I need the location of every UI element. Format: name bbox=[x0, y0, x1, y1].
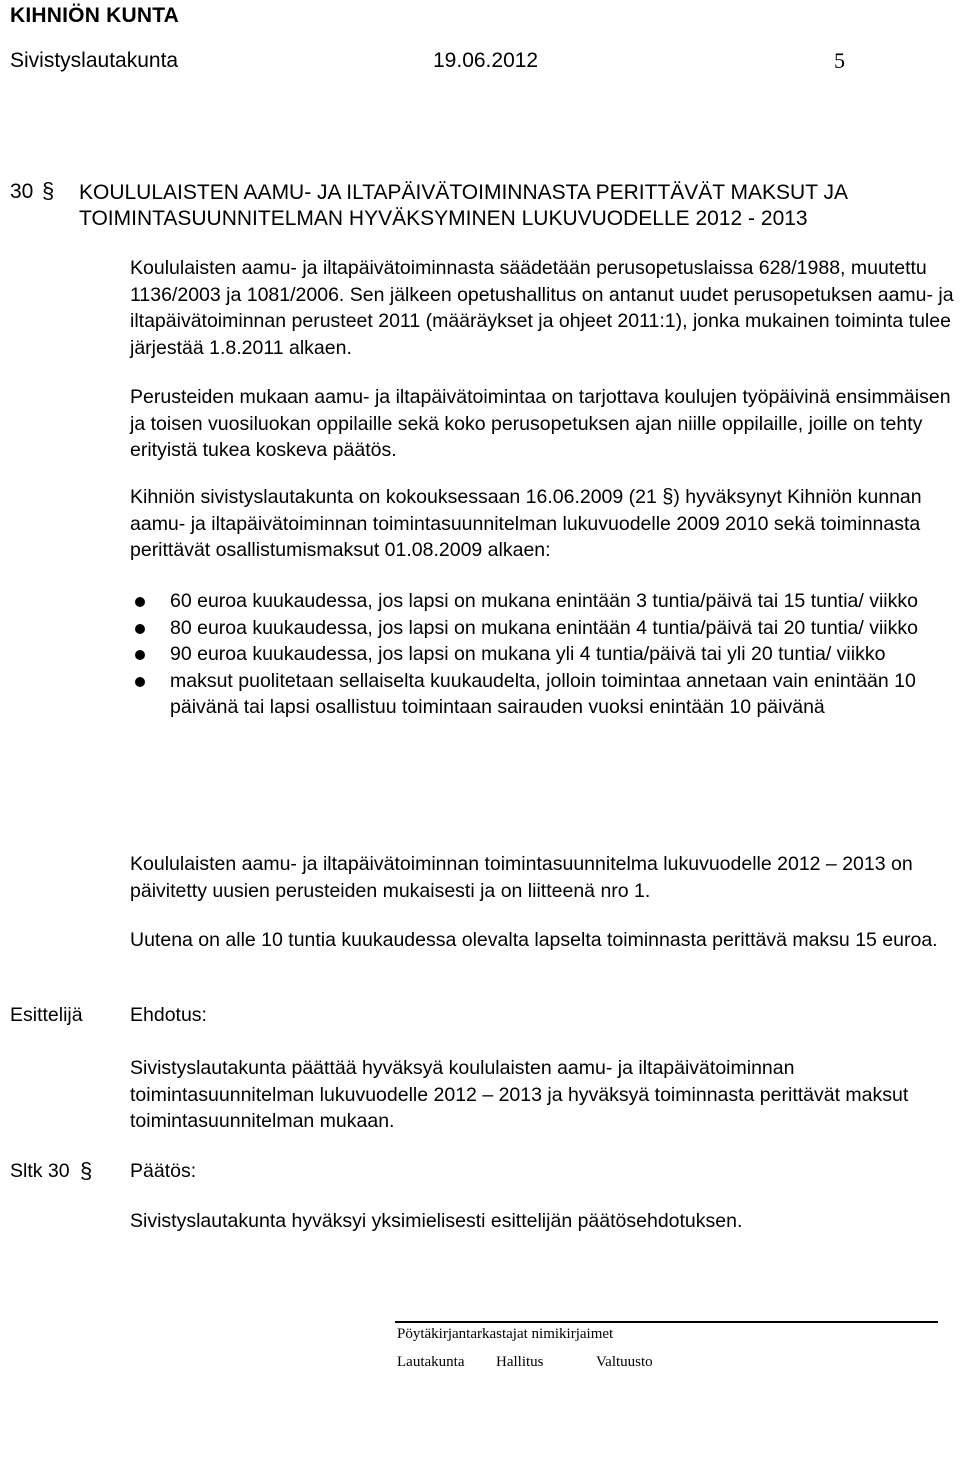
footer-title: Pöytäkirjantarkastajat nimikirjaimet bbox=[397, 1326, 614, 1342]
paragraph-new-fee: Uutena on alle 10 tuntia kuukaudessa olevalta lapselta toiminnasta perittävä maksu 15 euroa. bbox=[130, 929, 938, 951]
paragraph-plan-updated: Koululaisten aamu- ja iltapäivätoiminnan toimintasuunnitelma lukuvuodelle 2012 – 2013 on päivitetty uusien perusteiden mukaisesti ja on liitteenä nro 1. bbox=[130, 853, 913, 902]
section-number: 30 bbox=[10, 180, 34, 203]
footer-divider bbox=[395, 1321, 938, 1323]
paragraph-previous-decision bbox=[130, 484, 955, 564]
paragraph-eligibility: Perusteiden mukaan aamu- ja iltapäivätoimintaa on tarjottava koulujen työpäivinä ensimmäisen ja toisen vuosiluokan oppilaille sekä koko perusopetuksen ajan niille oppilaille, joille on tehty erityistä tukea koskeva päätös. bbox=[130, 386, 951, 461]
bullet-icon bbox=[135, 624, 145, 634]
list-item-text: 60 euroa kuukaudessa, jos lapsi on mukana enintään 3 tuntia/päivä tai 15 tuntia/ viikko bbox=[170, 590, 918, 612]
footer-item-hallitus: Hallitus bbox=[496, 1354, 544, 1370]
list-item bbox=[130, 615, 930, 642]
page-number: 5 bbox=[834, 48, 845, 73]
decision-reference: Sltk 30 bbox=[10, 1160, 70, 1182]
section-title: KOULULAISTEN AAMU- JA ILTAPÄIVÄTOIMINNASTA PERITTÄVÄT MAKSUT JA TOIMINTASUUNNITELMAN HYVÄKSYMINEN LUKUVUODELLE 2012 - 2013 bbox=[79, 181, 847, 230]
paragraph-legal-basis: Koululaisten aamu- ja iltapäivätoiminnasta säädetään perusopetuslaissa 628/1988, muutettu 1136/2003 ja 1081/2006. Sen jälkeen opetushallitus on antanut uudet perusopetuksen aamu- ja iltapäivätoiminnan perusteet 2011 (määräykset ja ohjeet 2011:1), jonka mukainen toiminta tulee järjestää 1.8.2011 alkaen. bbox=[130, 257, 954, 359]
paragraph-previous-decision-end: ) hyväksynyt Kihniön kunnan aamu- ja iltapäivätoiminnan toimintasuunnitelman lukuvuodelle 2009 2010 sekä toiminnasta perittävät osallistumismaksut 01.08.2009 alkaen: bbox=[130, 486, 922, 561]
paragraph-symbol: § bbox=[662, 486, 674, 508]
decision-label: Päätös: bbox=[130, 1160, 197, 1182]
board-name: Sivistyslautakunta bbox=[10, 49, 179, 72]
list-item-text: 90 euroa kuukaudessa, jos lapsi on mukana yli 4 tuntia/päivä tai yli 20 tuntia/ viikko bbox=[170, 643, 886, 665]
list-item bbox=[130, 641, 930, 668]
decision-symbol: § bbox=[80, 1158, 93, 1183]
list-item-text: maksut puolitetaan sellaiselta kuukaudelta, jolloin toimintaa annetaan vain enintään 10 päivänä tai lapsi osallistuu toimintaan sairauden vuoksi enintään 10 päivänä bbox=[170, 669, 916, 718]
bullet-icon bbox=[135, 597, 145, 607]
fee-list bbox=[130, 588, 930, 721]
paragraph-previous-decision-start: Kihniön sivistyslautakunta on kokouksessaan 16.06.2009 (21 bbox=[130, 486, 663, 508]
footer-item-valtuusto: Valtuusto bbox=[596, 1354, 653, 1370]
presenter-label: Esittelijä bbox=[10, 1004, 83, 1026]
footer-item-lautakunta: Lautakunta bbox=[397, 1354, 465, 1370]
section-symbol: § bbox=[42, 178, 55, 203]
paragraph-decision: Sivistyslautakunta hyväksyi yksimielisesti esittelijän päätösehdotuksen. bbox=[130, 1210, 743, 1232]
list-item bbox=[130, 668, 930, 721]
list-item bbox=[130, 588, 930, 615]
meeting-date: 19.06.2012 bbox=[433, 49, 539, 72]
proposal-label: Ehdotus: bbox=[130, 1004, 207, 1026]
paragraph-proposal: Sivistyslautakunta päättää hyväksyä koululaisten aamu- ja iltapäivätoiminnan toimintasuunnitelman lukuvuodelle 2012 – 2013 ja hyväksyä toiminnasta perittävät maksut toimintasuunnitelman mukaan. bbox=[130, 1057, 909, 1132]
organization-name: KIHNIÖN KUNTA bbox=[10, 4, 180, 27]
bullet-icon bbox=[135, 650, 145, 660]
bullet-icon bbox=[135, 677, 145, 687]
list-item-text: 80 euroa kuukaudessa, jos lapsi on mukana enintään 4 tuntia/päivä tai 20 tuntia/ viikko bbox=[170, 616, 918, 639]
